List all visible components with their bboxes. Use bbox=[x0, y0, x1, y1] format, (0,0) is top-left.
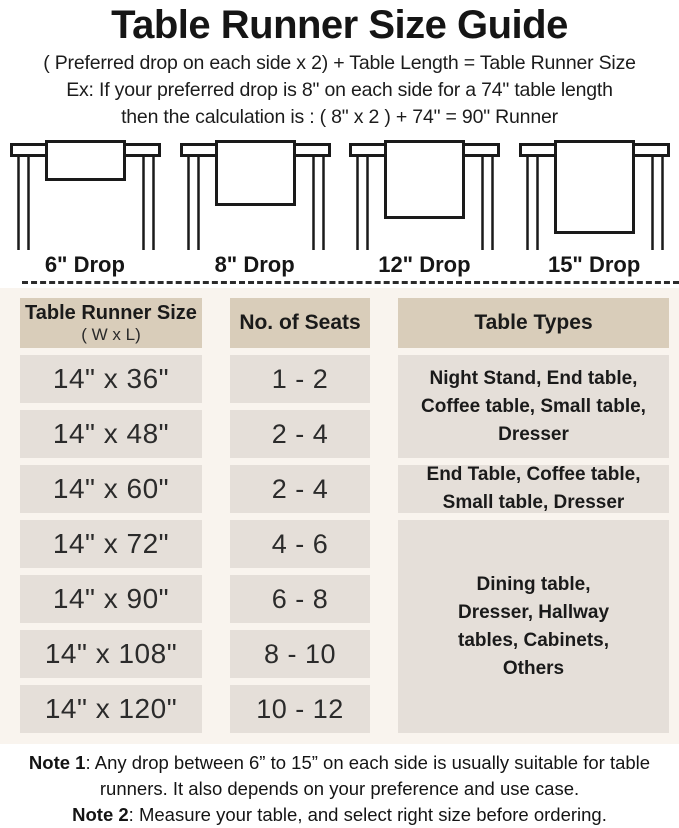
seats-cell: 8 - 10 bbox=[230, 630, 370, 678]
size-cell: 14" x 48" bbox=[20, 410, 202, 458]
page-title: Table Runner Size Guide bbox=[111, 3, 568, 47]
header-seats: No. of Seats bbox=[230, 298, 370, 348]
seats-cell: 2 - 4 bbox=[230, 410, 370, 458]
drop-label: 6" Drop bbox=[44, 252, 125, 277]
note-1: Note 1: Any drop between 6” to 15” on each side is usually suitable for table runners. It also depends on your preference and use case. bbox=[28, 752, 651, 799]
size-cell: 14" x 36" bbox=[20, 355, 202, 403]
drop-diagram-12 bbox=[340, 138, 510, 278]
size-cell: 14" x 90" bbox=[20, 575, 202, 623]
table-diagram-icon bbox=[509, 138, 679, 250]
size-cell: 14" x 60" bbox=[20, 465, 202, 513]
seats-cell: 6 - 8 bbox=[230, 575, 370, 623]
drop-diagrams bbox=[0, 138, 679, 278]
seats-cell: 1 - 2 bbox=[230, 355, 370, 403]
drop-diagram-6 bbox=[0, 138, 170, 278]
header-runner-size: Table Runner Size ( W x L) bbox=[20, 298, 202, 348]
drop-label: 12" Drop bbox=[378, 252, 471, 277]
runner-drape bbox=[46, 142, 124, 180]
seats-cell: 2 - 4 bbox=[230, 465, 370, 513]
drop-label: 15" Drop bbox=[547, 252, 641, 277]
runner-drape bbox=[216, 142, 294, 205]
table-types-group-1: Night Stand, End table, Coffee table, Small table, Dresser bbox=[398, 355, 669, 458]
seats-cell: 4 - 6 bbox=[230, 520, 370, 568]
header-table-types: Table Types bbox=[398, 298, 669, 348]
runner-drape bbox=[386, 142, 464, 218]
runner-drape bbox=[556, 142, 634, 233]
example-line-2: then the calculation is : ( 8" x 2 ) + 74" = 90" Runner bbox=[121, 106, 558, 128]
drop-label: 8" Drop bbox=[214, 252, 295, 277]
dashed-divider bbox=[22, 281, 679, 284]
size-cell: 14" x 120" bbox=[20, 685, 202, 733]
size-cell: 14" x 72" bbox=[20, 520, 202, 568]
seats-cell: 10 - 12 bbox=[230, 685, 370, 733]
note-2: Note 2: Measure your table, and select right size before ordering. bbox=[72, 804, 607, 825]
footer-notes bbox=[0, 750, 679, 828]
table-diagram-icon bbox=[170, 138, 340, 250]
table-diagram-icon bbox=[339, 138, 509, 250]
drop-diagram-15 bbox=[509, 138, 679, 278]
table-types-group-3: Dining table, Dresser, Hallway tables, Cabinets, Others bbox=[398, 520, 669, 733]
size-table-grid bbox=[20, 298, 670, 733]
drop-diagram-8 bbox=[170, 138, 340, 278]
size-cell: 14" x 108" bbox=[20, 630, 202, 678]
formula-line: ( Preferred drop on each side x 2) + Table Length = Table Runner Size bbox=[43, 52, 636, 74]
table-diagram-icon bbox=[0, 138, 170, 250]
size-table-section bbox=[0, 288, 679, 744]
example-line-1: Ex: If your preferred drop is 8" on each side for a 74" table length bbox=[66, 79, 613, 101]
table-types-group-2: End Table, Coffee table, Small table, Dresser bbox=[398, 465, 669, 513]
